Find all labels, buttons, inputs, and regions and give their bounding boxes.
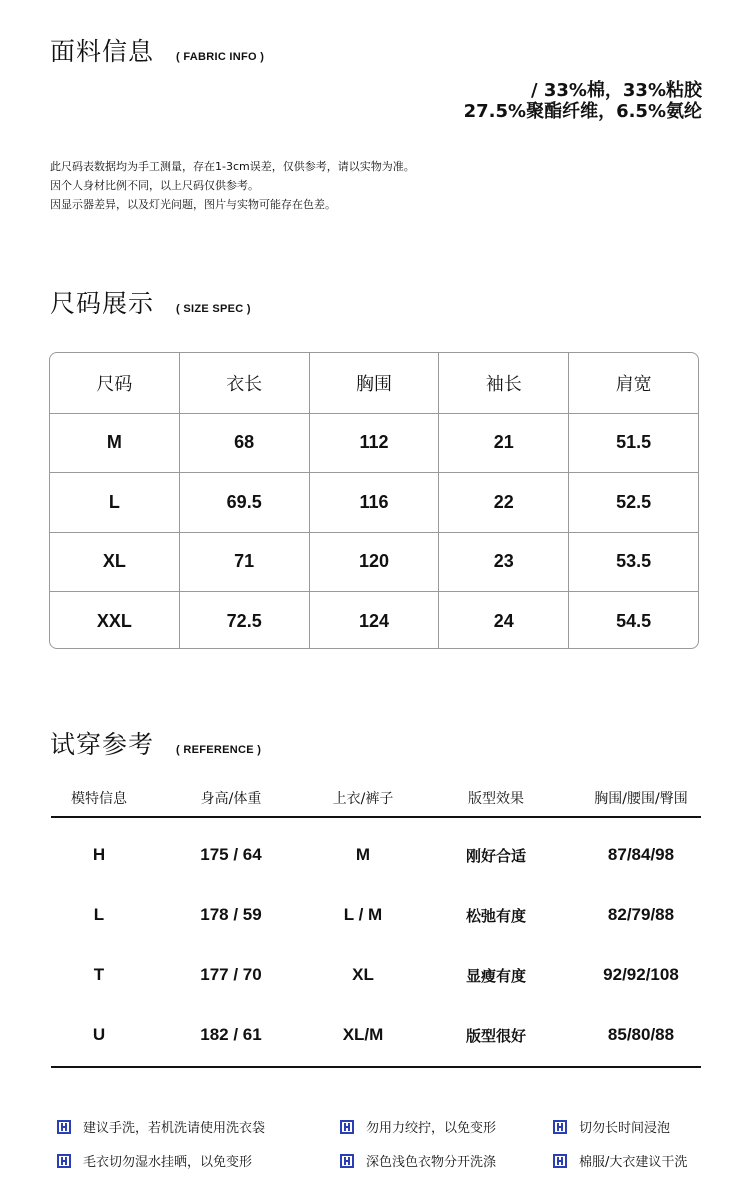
- care-text: 勿用力绞拧，以免变形: [366, 1121, 497, 1136]
- reference-header-cell: 身高/体重: [200, 791, 262, 807]
- size-header-cell: 肩宽: [568, 353, 698, 413]
- height-weight: 177 / 70: [200, 965, 262, 984]
- fabric-composition: [464, 80, 702, 122]
- size-table: [49, 352, 699, 649]
- model-name: L: [93, 905, 105, 924]
- size-table-header-row: [50, 353, 698, 413]
- size-header-cell: 袖长: [438, 353, 568, 413]
- size-cell: 52.5: [568, 473, 698, 532]
- body-measurements: 92/92/108: [603, 965, 679, 984]
- fit-effect: 显瘦有度: [465, 966, 526, 985]
- size-cell: 71: [179, 533, 309, 592]
- reference-subtitle: ( REFERENCE ): [176, 744, 262, 756]
- note-line: 此尺码表数据均为手工测量，存在1-3cm误差，仅供参考，请以实物为准。: [50, 160, 415, 173]
- top-bottom-size: L / M: [343, 905, 383, 924]
- reference-table: [51, 780, 701, 1068]
- fit-effect: 版型很好: [465, 1026, 526, 1045]
- size-table-row: [50, 472, 698, 532]
- note-line: 因显示器差异，以及灯光问题，图片与实物可能存在色差。: [50, 198, 336, 211]
- size-spec-subtitle: ( SIZE SPEC ): [176, 303, 251, 315]
- care-text: 建议手洗，若机洗请使用洗衣袋: [83, 1121, 266, 1136]
- size-table-row: [50, 413, 698, 473]
- reference-header-cell: 胸围/腰围/臀围: [594, 791, 688, 807]
- fabric-info-title: 面料信息: [50, 37, 155, 66]
- size-table-row: [50, 591, 698, 649]
- fit-effect: 松弛有度: [465, 906, 526, 925]
- top-bottom-size: M: [355, 845, 371, 864]
- reference-title: 试穿参考: [50, 730, 155, 759]
- size-spec-title: 尺码展示: [50, 289, 155, 318]
- size-cell: 120: [309, 533, 439, 592]
- size-header-cell: 尺码: [96, 373, 133, 395]
- size-cell: 124: [309, 592, 439, 649]
- top-bottom-size: XL/M: [342, 1025, 384, 1044]
- reference-row: [51, 818, 701, 878]
- care-item: [553, 1117, 670, 1136]
- size-cell: 68: [179, 414, 309, 473]
- care-item: [57, 1151, 252, 1170]
- size-cell: 53.5: [568, 533, 698, 592]
- height-weight: 175 / 64: [200, 845, 262, 864]
- measurement-notes: [50, 157, 415, 214]
- care-item: [57, 1117, 265, 1136]
- size-cell: 72.5: [179, 592, 309, 649]
- care-text: 深色浅色衣物分开洗涤: [366, 1155, 497, 1170]
- size-cell: XXL: [96, 610, 132, 631]
- height-weight: 182 / 61: [200, 1025, 262, 1044]
- fit-effect: 刚好合适: [465, 846, 526, 865]
- reference-bottom-rule: [51, 1066, 701, 1068]
- care-item: [553, 1151, 687, 1170]
- size-cell: 112: [309, 414, 439, 473]
- h-icon: [340, 1120, 354, 1134]
- care-text: 切勿长时间浸泡: [579, 1121, 671, 1136]
- h-icon: [57, 1154, 71, 1168]
- size-spec-header: [50, 284, 251, 320]
- height-weight: 178 / 59: [200, 905, 262, 924]
- care-text: 棉服/大衣建议干洗: [579, 1155, 688, 1170]
- top-bottom-size: XL: [352, 965, 374, 984]
- note-line: 因个人身材比例不同，以上尺码仅供参考。: [50, 179, 259, 192]
- model-name: U: [92, 1025, 106, 1044]
- size-cell: 54.5: [568, 592, 698, 649]
- reference-header: [50, 725, 261, 761]
- size-cell: 116: [309, 473, 439, 532]
- model-name: T: [93, 965, 105, 984]
- fabric-line-2: 27.5%聚酯纤维，6.5%氨纶: [463, 101, 702, 122]
- h-icon: [553, 1120, 567, 1134]
- care-item: [340, 1151, 496, 1170]
- care-text: 毛衣切勿湿水挂晒，以免变形: [83, 1155, 253, 1170]
- reference-header-cell: 模特信息: [71, 791, 127, 807]
- reference-header-cell: 版型效果: [468, 791, 524, 807]
- fabric-info-header: [50, 32, 264, 68]
- size-table-row: [50, 532, 698, 592]
- size-header-cell: 衣长: [179, 353, 309, 413]
- reference-row: [51, 998, 701, 1058]
- reference-row: [51, 878, 701, 938]
- model-name: H: [92, 845, 106, 864]
- size-cell: 24: [438, 592, 568, 649]
- body-measurements: 85/80/88: [607, 1025, 675, 1044]
- size-cell: 23: [438, 533, 568, 592]
- size-cell: 51.5: [568, 414, 698, 473]
- h-icon: [57, 1120, 71, 1134]
- reference-header-cell: 上衣/裤子: [332, 791, 394, 807]
- size-header-cell: 胸围: [309, 353, 439, 413]
- size-cell: L: [108, 491, 120, 512]
- reference-header-row: [51, 780, 701, 818]
- size-cell: 21: [438, 414, 568, 473]
- body-measurements: 87/84/98: [607, 845, 675, 864]
- reference-row: [51, 938, 701, 998]
- h-icon: [340, 1154, 354, 1168]
- fabric-line-1: / 33%棉，33%粘胶: [530, 80, 702, 101]
- body-measurements: 82/79/88: [607, 905, 675, 924]
- fabric-info-subtitle: ( FABRIC INFO ): [176, 51, 265, 63]
- size-cell: XL: [102, 551, 126, 572]
- size-cell: 69.5: [179, 473, 309, 532]
- size-cell: 22: [438, 473, 568, 532]
- h-icon: [553, 1154, 567, 1168]
- size-cell: M: [106, 432, 122, 453]
- care-item: [340, 1117, 496, 1136]
